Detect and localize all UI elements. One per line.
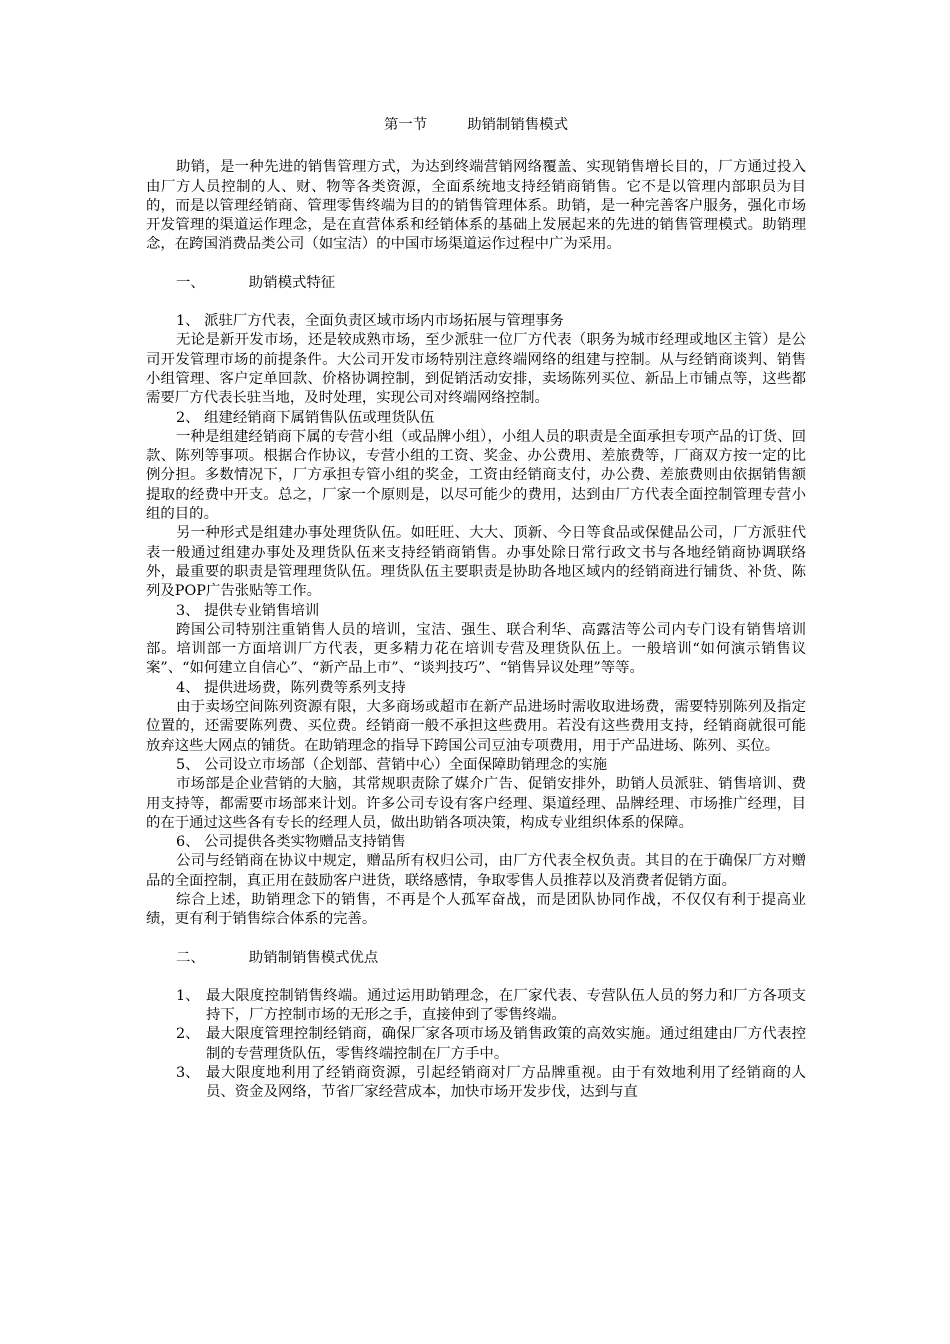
advantage-list	[146, 987, 806, 1103]
page-title	[146, 116, 806, 135]
section-number: 二、	[176, 949, 205, 966]
advantage-number: 3、	[176, 1065, 200, 1082]
feature-paragraph: 市场部是企业营销的大脑，其常规职责除了媒介广告、促销安排外，助销人员派驻、销售培训、费用支持等，都需要市场部来计划。许多公司专设有客户经理、渠道经理、品牌经理、市场推广经理，目的在于通过这些各有专长的经理人员，做出助销各项决策，构成专业组织体系的保障。	[146, 776, 806, 831]
feature-paragraph: 无论是新开发市场，还是较成熟市场，至少派驻一位厂方代表（职务为城市经理或地区主管）是公司开发管理市场的前提条件。大公司开发市场特别注意终端网络的组建与控制。从与经销商谈判、销售小组管理、客户定单回款、价格协调控制，到促销活动安排，卖场陈列买位、新品上市铺点等，这些都需要厂方代表长驻当地，及时处理，实现公司对终端网络控制。	[146, 332, 806, 407]
feature-heading: 3、 提供专业销售培训	[176, 602, 320, 619]
advantage-text: 最大限度控制销售终端。通过运用助销理念，在厂家代表、专营队伍人员的努力和厂方各项支持下，厂方控制市场的无形之手，直接伸到了零售终端。	[206, 987, 806, 1024]
feature-paragraph: 跨国公司特别注重销售人员的培训，宝洁、强生、联合利华、高露洁等公司内专门设有销售培训部。培训部一方面培训厂方代表，更多精力花在培训专营及理货队伍上。一般培训“如何演示销售议案”、“如何建立自信心”、“新产品上市”、“谈判技巧”、“销售异议处理”等等。	[146, 621, 806, 677]
document-page	[146, 116, 806, 1103]
feature-list	[146, 312, 806, 891]
summary-paragraph: 综合上述，助销理念下的销售，不再是个人孤军奋战，而是团队协同作战，不仅仅有利于提高业绩，更有利于销售综合体系的完善。	[146, 891, 806, 928]
advantage-number: 2、	[176, 1026, 200, 1043]
title-chapter: 第一节	[384, 117, 428, 133]
title-text: 助销制销售模式	[467, 117, 568, 133]
section-title: 助销模式特征	[248, 274, 336, 291]
section-number: 一、	[176, 274, 205, 291]
advantage-item	[146, 987, 806, 1026]
feature-heading: 2、 组建经销商下属销售队伍或理货队伍	[176, 409, 435, 426]
advantage-number: 1、	[176, 987, 200, 1004]
feature-paragraph: 公司与经销商在协议中规定，赠品所有权归公司，由厂方代表全权负责。其目的在于确保厂方对赠品的全面控制，真正用在鼓励客户进货，联络感情，争取零售人员推荐以及消费者促销方面。	[146, 853, 806, 889]
advantage-text: 最大限度管理控制经销商，确保厂家各项市场及销售政策的高效实施。通过组建由厂方代表控制的专营理货队伍，零售终端控制在厂方手中。	[206, 1026, 806, 1062]
advantage-item	[146, 1064, 806, 1103]
section-title: 助销制销售模式优点	[248, 949, 379, 966]
feature-heading: 6、 公司提供各类实物赠品支持销售	[176, 834, 406, 851]
feature-paragraph: 一种是组建经销商下属的专营小组（或品牌小组），小组人员的职责是全面承担专项产品的订货、回款、陈列等事项。根据合作协议，专营小组的工资、奖金、办公费用、差旅费等，厂商双方按一定的比例分担。多数情况下，厂方承担专管小组的奖金，工资由经销商支付，办公费、差旅费则由依据销售额提取的经费中开支。总之，厂家一个原则是，以尽可能少的费用，达到由厂方代表全面控制管理专营小组的目的。	[146, 428, 806, 523]
feature-heading: 4、 提供进场费，陈列费等系列支持	[176, 679, 406, 696]
feature-heading: 5、 公司设立市场部（企划部、营销中心）全面保障助销理念的实施	[176, 756, 608, 773]
section-heading-1	[146, 274, 806, 293]
advantage-text: 最大限度地利用了经销商资源，引起经销商对厂方品牌重视。由于有效地利用了经销商的人员、资金及网络，节省厂家经营成本，加快市场开发步伐，达到与直	[206, 1065, 806, 1101]
feature-paragraph: 另一种形式是组建办事处理货队伍。如旺旺、大大、顶新、今日等食品或保健品公司，厂方派驻代表一般通过组建办事处及理货队伍来支持经销商销售。办事处除日常行政文书与各地经销商协调联络外，最重要的职责是管理理货队伍。理货队伍主要职责是协助各地区域内的经销商进行铺货、补货、陈列及POP广告张贴等工作。	[146, 525, 806, 600]
section-heading-2	[146, 949, 806, 968]
advantage-item	[146, 1025, 806, 1064]
intro-paragraph: 助销，是一种先进的销售管理方式，为达到终端营销网络覆盖、实现销售增长目的，厂方通过投入由厂方人员控制的人、财、物等各类资源，全面系统地支持经销商销售。它不是以管理内部职员为目的，而是以管理经销商、管理零售终端为目的的销售管理体系。助销，是一种完善客户服务，强化市场开发管理的渠道运作理念，是在直营体系和经销体系的基础上发展起来的先进的销售管理模式。助销理念，在跨国消费品类公司（如宝洁）的中国市场渠道运作过程中广为采用。	[146, 159, 806, 253]
feature-paragraph: 由于卖场空间陈列资源有限，大多商场或超市在新产品进场时需收取进场费，需要特别陈列及指定位置的，还需要陈列费、买位费。经销商一般不承担这些费用。若没有这些费用支持，经销商就很可能放弃这些大网点的铺货。在助销理念的指导下跨国公司豆油专项费用，用于产品进场、陈列、买位。	[146, 699, 806, 754]
feature-heading: 1、 派驻厂方代表，全面负责区域市场内市场拓展与管理事务	[176, 313, 564, 330]
